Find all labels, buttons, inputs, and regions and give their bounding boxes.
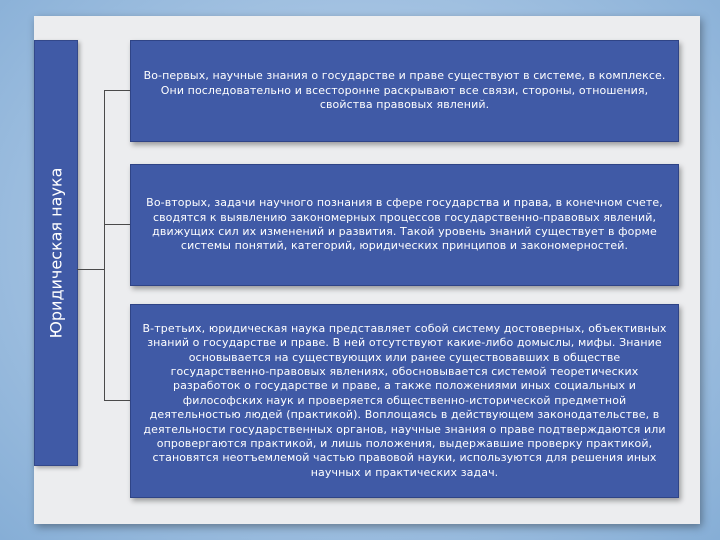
block-first-text: Во-первых, научные знания о государстве и праве существуют в системе, в комплексе. Они последовательно и всесторонне раскрывают все связи, стороны, отношения, свойства правовых явлений. bbox=[143, 69, 666, 112]
block-third bbox=[130, 304, 679, 498]
connector-branch-3 bbox=[104, 400, 130, 401]
root-node bbox=[34, 40, 78, 466]
connector-branch-2 bbox=[104, 224, 130, 225]
block-second-text: Во-вторых, задачи научного познания в сфере государства и права, в конечном счете, сводятся к выявлению закономерных процессов государственно-правовых явлений, движущих сил их изменений и развития. Такой уровень знаний существует в форме системы понятий, категорий, юридических принципов и закономерностей. bbox=[146, 196, 663, 253]
connector-root bbox=[77, 269, 105, 270]
connector-trunk bbox=[104, 90, 105, 401]
root-node-label: Юридическая наука bbox=[46, 167, 66, 339]
block-first bbox=[130, 40, 679, 142]
block-second bbox=[130, 164, 679, 286]
block-third-text: В-третьих, юридическая наука представляет собой систему достоверных, объективных знаний о государстве и праве. В ней отсутствуют какие-либо домыслы, мифы. Знание основывается на существующих или ранее существовавших в обществе государственно-правовых явлениях, обосновывается системой теоретических разработок о государстве и праве, а также положениями иных социальных и философских наук и проверяется общественно-исторической предметной деятельностью людей (практикой). Воплощаясь в действующем законодательстве, в деятельности государственных органов, научные знания о праве подтверждаются или опровергаются практикой, и лишь положения, выдержавшие проверку практикой, становятся неотъемлемой частью правовой науки, используются для решения иных научных и практических задач. bbox=[142, 321, 667, 479]
connector-branch-1 bbox=[104, 90, 130, 91]
